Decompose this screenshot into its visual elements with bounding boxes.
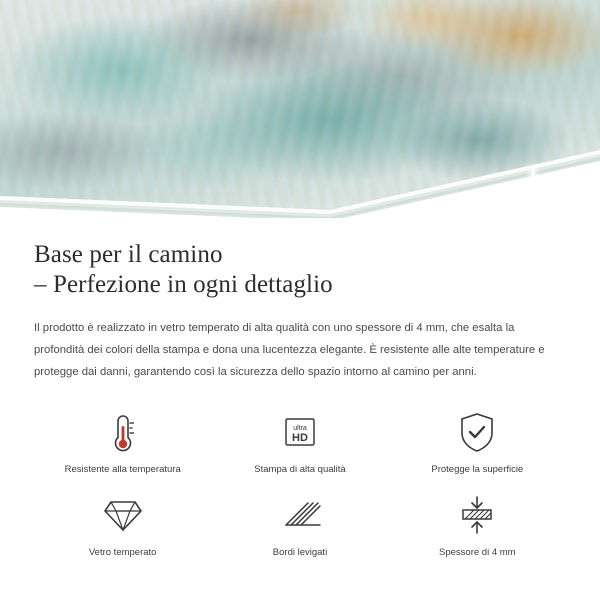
headline-line-1: Base per il camino [34, 241, 223, 268]
feature-label: Resistente alla temperatura [64, 463, 181, 475]
svg-text:ultra: ultra [293, 424, 307, 432]
feature-item-surface-protection [389, 409, 566, 476]
polished-edges-icon [277, 492, 323, 538]
ultra-hd-icon [278, 409, 322, 455]
feature-label: Stampa di alta qualità [254, 463, 346, 475]
feature-label: Spessore di 4 mm [439, 546, 516, 558]
marble-abstract-glass-panel [0, 0, 600, 210]
page-title [34, 240, 566, 300]
thermometer-icon [103, 409, 143, 455]
feature-item-tempered-glass [34, 492, 211, 559]
feature-label: Bordi levigati [272, 546, 328, 558]
feature-grid [34, 409, 566, 559]
thickness-arrows-icon [455, 492, 499, 538]
feature-label: Protegge la superficie [431, 463, 524, 475]
description-paragraph: Il prodotto è realizzato in vetro temperato di alta qualità con uno spessore di 4 mm, che esalta la profondità dei colori della stampa e dona una lucentezza elegante. È resistente alle alte temperature e protegge dai danni, garantendo così la sicurezza dello spazio intorno al camino per anni. [34, 321, 545, 378]
diamond-icon [100, 492, 146, 538]
content-area [0, 240, 600, 559]
feature-label: Vetro temperato [88, 546, 157, 558]
sparkle-icon [498, 190, 512, 204]
feature-item-print-quality [211, 409, 388, 476]
feature-item-temperature [34, 409, 211, 476]
headline-line-2: – Perfezione in ogni dettaglio [34, 271, 333, 298]
hero-image [0, 0, 600, 218]
shield-check-icon [455, 409, 499, 455]
feature-item-thickness [389, 492, 566, 559]
sparkle-icon [516, 168, 550, 202]
svg-text:HD: HD [292, 431, 308, 444]
sparkle-icon [546, 186, 566, 206]
feature-item-polished-edges [211, 492, 388, 559]
